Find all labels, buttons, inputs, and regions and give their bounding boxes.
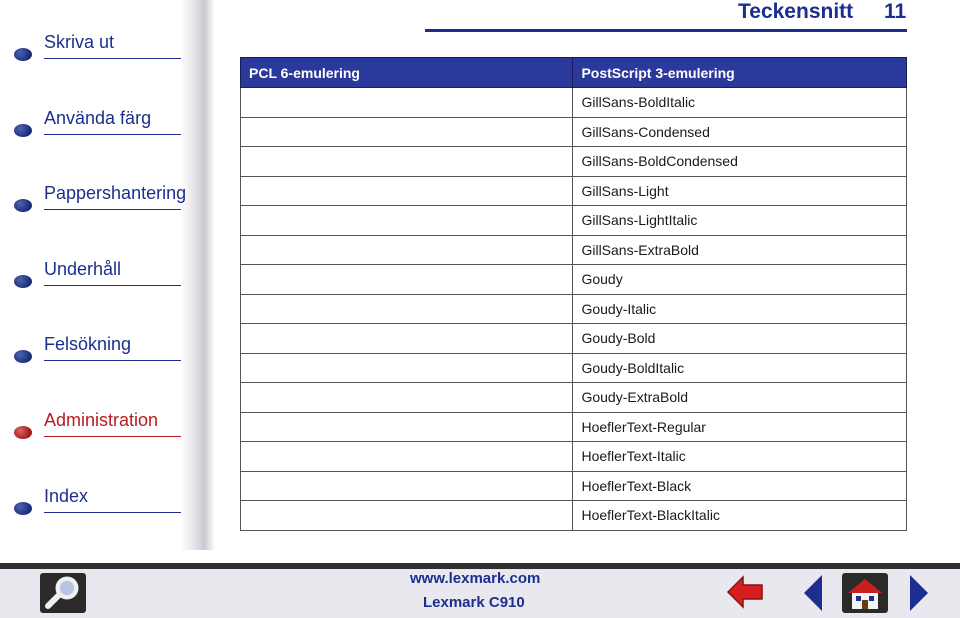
table-row bbox=[241, 265, 907, 295]
table-row bbox=[241, 147, 907, 177]
page-number: 11 bbox=[884, 0, 907, 23]
sidebar-item-label: Felsökning bbox=[44, 334, 132, 354]
postscript-font-cell: HoeflerText-Italic bbox=[573, 442, 907, 472]
table-row bbox=[241, 176, 907, 206]
postscript-font-cell: GillSans-BoldItalic bbox=[573, 88, 907, 118]
table-row bbox=[241, 88, 907, 118]
home-icon[interactable] bbox=[842, 573, 888, 613]
sidebar-item-underline bbox=[44, 58, 181, 59]
postscript-font-cell: Goudy bbox=[573, 265, 907, 295]
sidebar-item-label: Administration bbox=[44, 410, 159, 430]
postscript-font-cell: HoeflerText-Black bbox=[573, 471, 907, 501]
postscript-font-cell: GillSans-Light bbox=[573, 176, 907, 206]
pcl-font-cell bbox=[241, 147, 573, 177]
table-row bbox=[241, 471, 907, 501]
sidebar-item-underline bbox=[44, 512, 181, 513]
sidebar-item-label: Pappershantering bbox=[44, 183, 187, 203]
pcl-font-cell bbox=[241, 501, 573, 531]
sidebar bbox=[0, 0, 215, 550]
sidebar-item-underline bbox=[44, 360, 181, 361]
pcl-font-cell bbox=[241, 294, 573, 324]
table-row bbox=[241, 353, 907, 383]
table-row bbox=[241, 206, 907, 236]
back-arrow-icon[interactable] bbox=[726, 574, 764, 610]
next-page-icon[interactable] bbox=[908, 573, 930, 613]
postscript-font-cell: GillSans-Condensed bbox=[573, 117, 907, 147]
table-row bbox=[241, 235, 907, 265]
bullet-icon bbox=[14, 426, 32, 439]
sidebar-item-underline bbox=[44, 209, 181, 210]
postscript-font-cell: HoeflerText-Regular bbox=[573, 412, 907, 442]
table-row bbox=[241, 442, 907, 472]
footer-product-name: Lexmark C910 bbox=[423, 594, 525, 611]
postscript-font-cell: Goudy-Bold bbox=[573, 324, 907, 354]
sidebar-item-underhall[interactable] bbox=[0, 257, 215, 297]
font-table bbox=[240, 57, 907, 531]
bullet-icon bbox=[14, 199, 32, 212]
sidebar-item-label: Använda färg bbox=[44, 108, 152, 128]
footer-url-link[interactable]: www.lexmark.com bbox=[410, 570, 541, 587]
sidebar-item-anvanda-farg[interactable] bbox=[0, 106, 215, 146]
pcl-font-cell bbox=[241, 324, 573, 354]
sidebar-item-felsokning[interactable] bbox=[0, 332, 215, 372]
table-row bbox=[241, 383, 907, 413]
postscript-font-cell: GillSans-LightItalic bbox=[573, 206, 907, 236]
pcl-font-cell bbox=[241, 383, 573, 413]
sidebar-item-pappershantering[interactable] bbox=[0, 181, 215, 221]
sidebar-item-label: Underhåll bbox=[44, 259, 122, 279]
table-row bbox=[241, 412, 907, 442]
pcl-font-cell bbox=[241, 353, 573, 383]
pcl-font-cell bbox=[241, 471, 573, 501]
bullet-icon bbox=[14, 502, 32, 515]
postscript-font-cell: Goudy-Italic bbox=[573, 294, 907, 324]
postscript-font-cell: GillSans-ExtraBold bbox=[573, 235, 907, 265]
table-row bbox=[241, 294, 907, 324]
postscript-font-cell: HoeflerText-BlackItalic bbox=[573, 501, 907, 531]
pcl-font-cell bbox=[241, 235, 573, 265]
bullet-icon bbox=[14, 48, 32, 61]
column-header-pcl: PCL 6-emulering bbox=[241, 58, 573, 88]
bullet-icon bbox=[14, 124, 32, 137]
sidebar-item-administration[interactable] bbox=[0, 408, 215, 448]
sidebar-item-underline bbox=[44, 134, 181, 135]
pcl-font-cell bbox=[241, 206, 573, 236]
pcl-font-cell bbox=[241, 412, 573, 442]
postscript-font-cell: Goudy-BoldItalic bbox=[573, 353, 907, 383]
pcl-font-cell bbox=[241, 176, 573, 206]
pcl-font-cell bbox=[241, 117, 573, 147]
bullet-icon bbox=[14, 350, 32, 363]
pcl-font-cell bbox=[241, 265, 573, 295]
postscript-font-cell: GillSans-BoldCondensed bbox=[573, 147, 907, 177]
sidebar-item-index[interactable] bbox=[0, 484, 215, 524]
sidebar-item-label: Skriva ut bbox=[44, 32, 115, 52]
header-rule bbox=[425, 29, 907, 32]
bullet-icon bbox=[14, 275, 32, 288]
sidebar-item-label: Index bbox=[44, 486, 89, 506]
sidebar-item-underline bbox=[44, 436, 181, 437]
previous-page-icon[interactable] bbox=[802, 573, 824, 613]
page-title: Teckensnitt bbox=[738, 0, 854, 23]
sidebar-item-skriva-ut[interactable] bbox=[0, 30, 215, 70]
column-header-postscript: PostScript 3-emulering bbox=[573, 58, 907, 88]
table-header-row bbox=[241, 58, 907, 88]
table-row bbox=[241, 117, 907, 147]
magnifier-search-icon[interactable] bbox=[40, 573, 86, 613]
table-row bbox=[241, 324, 907, 354]
pcl-font-cell bbox=[241, 88, 573, 118]
pcl-font-cell bbox=[241, 442, 573, 472]
sidebar-item-underline bbox=[44, 285, 181, 286]
postscript-font-cell: Goudy-ExtraBold bbox=[573, 383, 907, 413]
table-row bbox=[241, 501, 907, 531]
